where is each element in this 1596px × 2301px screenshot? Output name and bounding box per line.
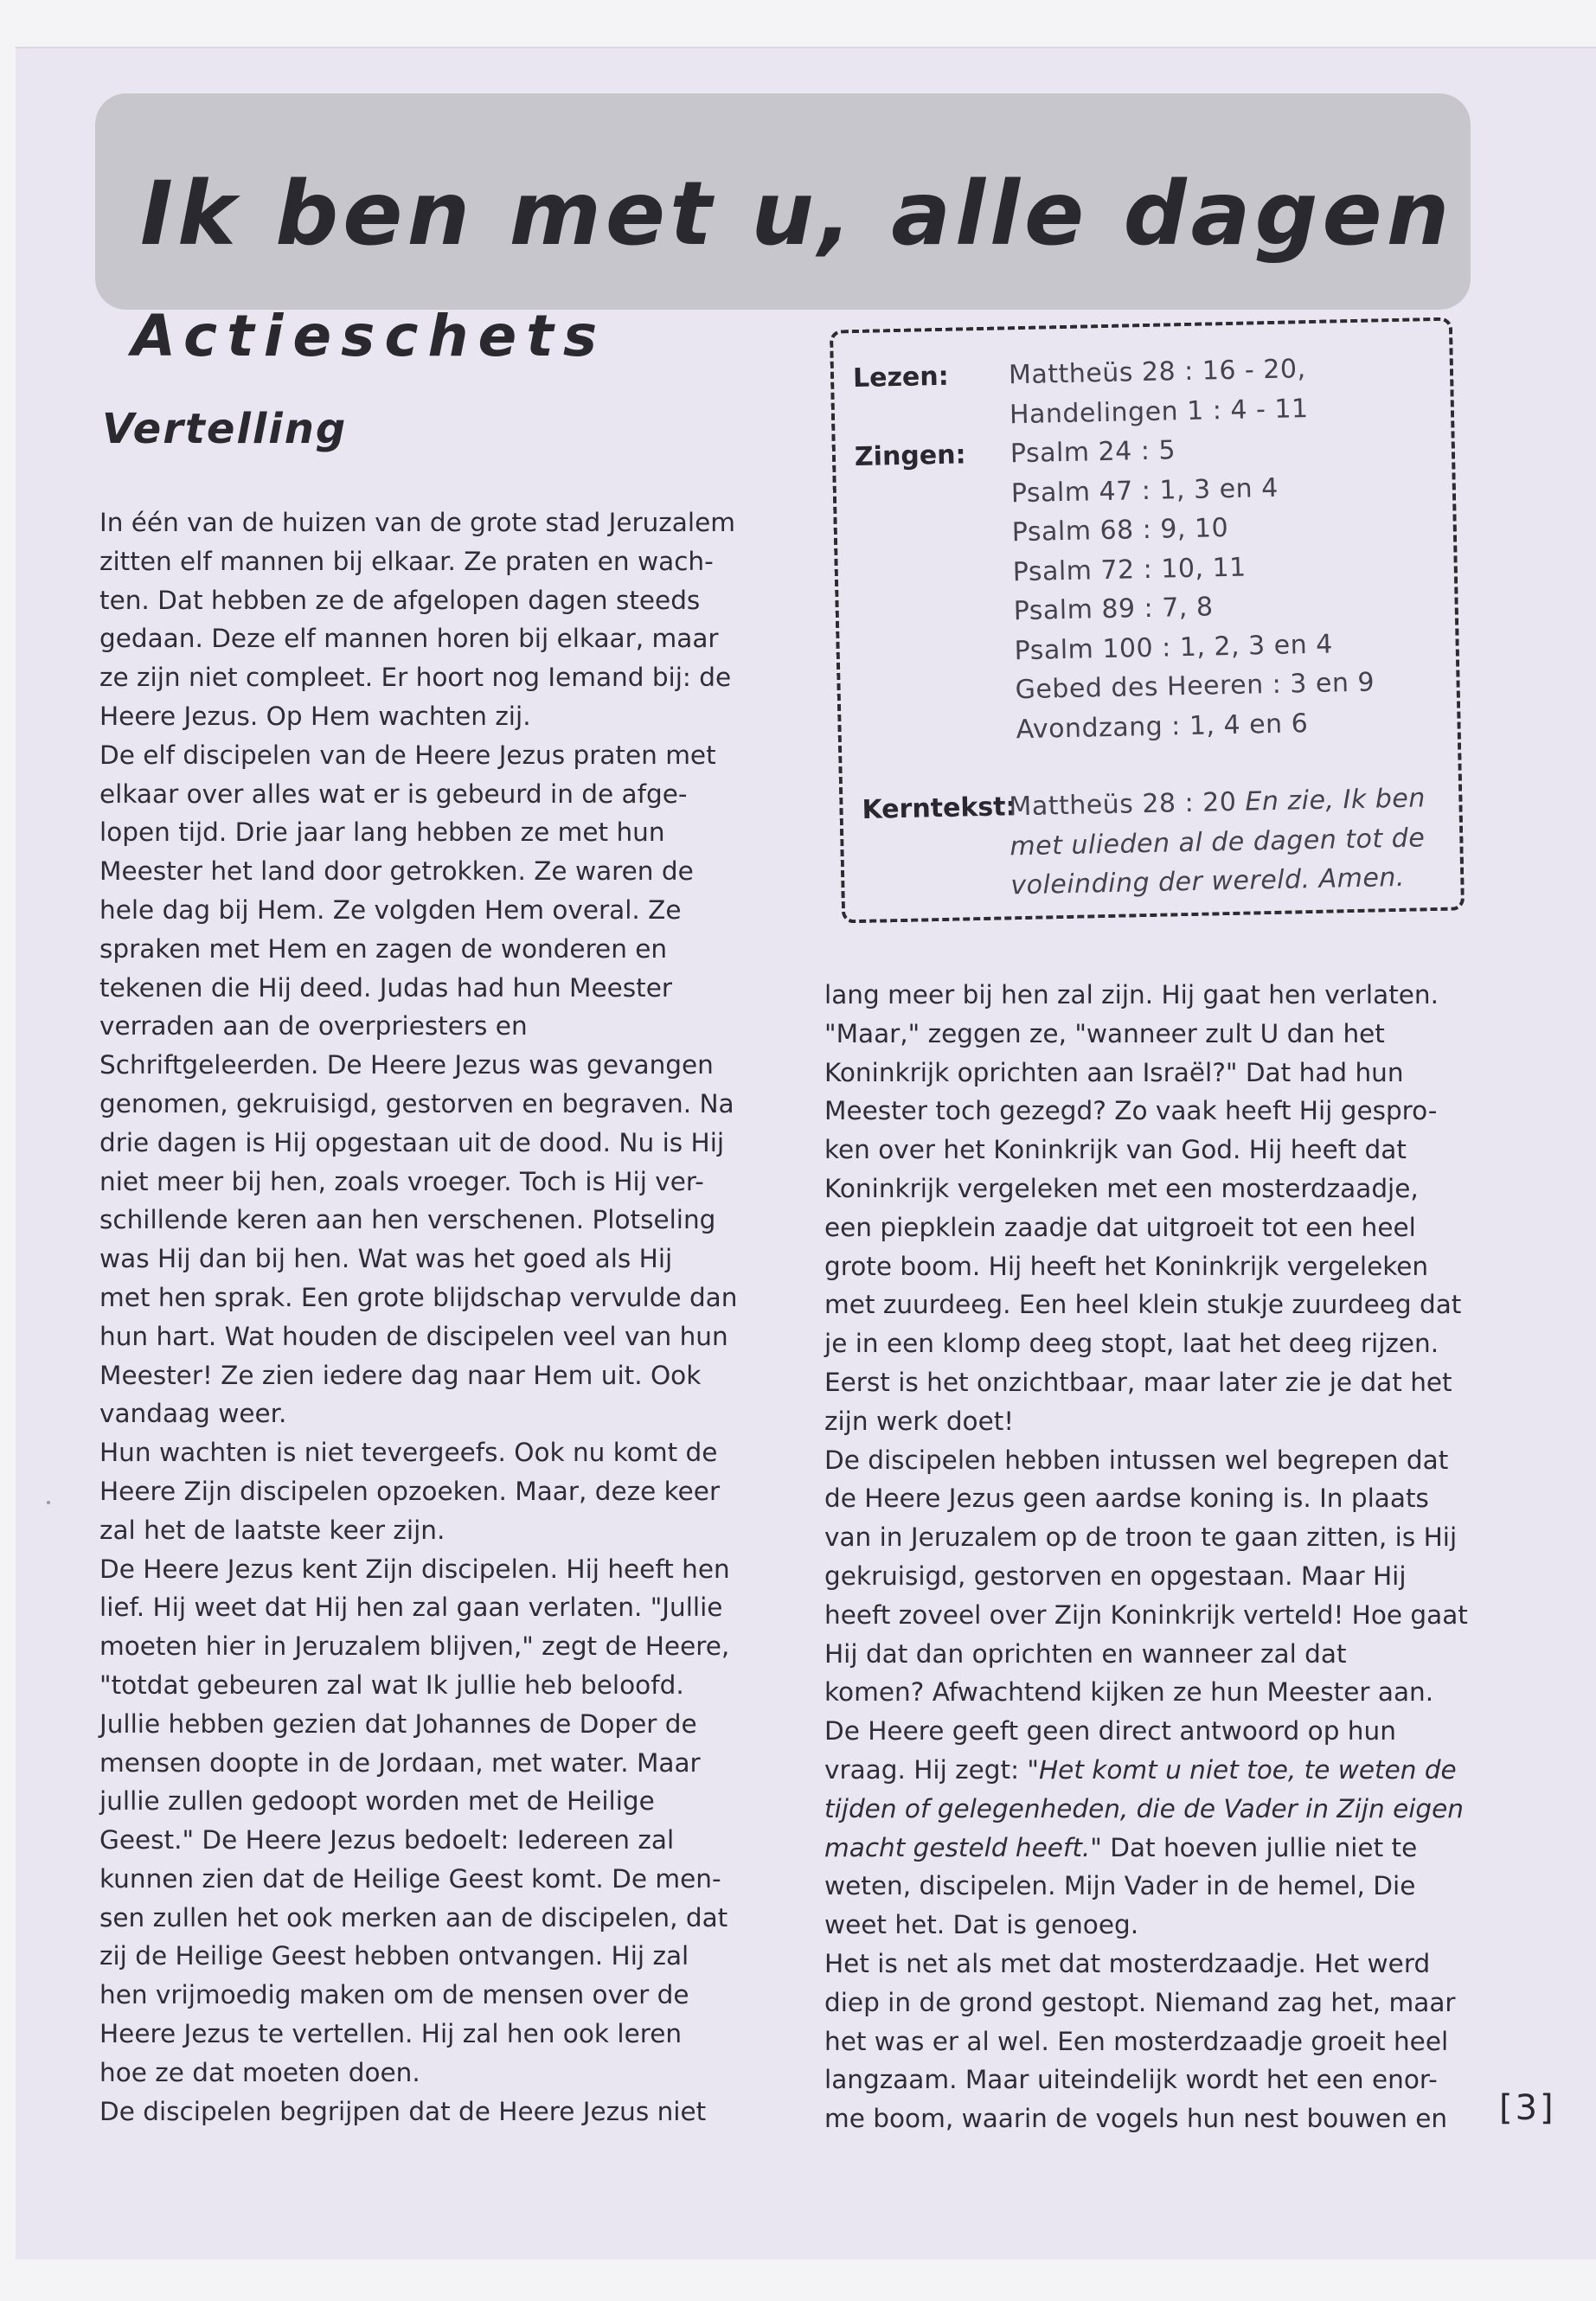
zingen-value: Psalm 47 : 1, 3 en 4 xyxy=(1010,472,1279,509)
text-line: Geest." De Heere Jezus bedoelt: Iedereen zal xyxy=(99,1825,675,1856)
text-line: een piepklein zaadje dat uitgroeit tot een heel xyxy=(824,1212,1416,1242)
text-line: elkaar over alles wat er is gebeurd in de afge- xyxy=(99,779,688,809)
text-line: De elf discipelen van de Heere Jezus praten met xyxy=(99,740,716,770)
text-line: Heere Zijn discipelen opzoeken. Maar, deze keer xyxy=(99,1476,721,1506)
text-line: drie dagen is Hij opgestaan uit de dood. Nu is Hij xyxy=(99,1127,725,1157)
text-run: Dat hoeven jullie niet te xyxy=(1101,1832,1418,1862)
text-line: Meester toch gezegd? Zo vaak heeft Hij gespro- xyxy=(824,1096,1438,1126)
text-line: Schriftgeleerden. De Heere Jezus was gevangen xyxy=(99,1050,714,1080)
kerntekst-text: En zie, Ik ben xyxy=(1245,783,1426,817)
text-line: spraken met Hem en zagen de wonderen en xyxy=(99,933,668,964)
text-line: kunnen zien dat de Heilige Geest komt. De men- xyxy=(99,1863,721,1894)
text-line: De Heere geeft geen direct antwoord op hun xyxy=(824,1716,1396,1747)
text-line: zij de Heilige Geest hebben ontvangen. Hij zal xyxy=(99,1941,689,1971)
text-line: gedaan. Deze elf mannen horen bij elkaar, maar xyxy=(99,624,719,654)
text-line: de Heere Jezus geen aardse koning is. In plaats xyxy=(824,1484,1429,1514)
text-line: zal het de laatste keer zijn. xyxy=(99,1515,445,1545)
lezen-label: Lezen: xyxy=(852,361,950,394)
text-line: lopen tijd. Drie jaar lang hebben ze met hun xyxy=(99,817,665,848)
zingen-values xyxy=(1010,427,1375,750)
paper-speck xyxy=(47,1501,50,1504)
lezen-value: Handelingen 1 : 4 - 11 xyxy=(1009,393,1309,430)
section-heading: Vertelling xyxy=(102,405,348,453)
text-line: De discipelen begrijpen dat de Heere Jezus niet xyxy=(99,2096,707,2126)
page-number: [3] xyxy=(1499,2088,1556,2128)
zingen-value: Psalm 72 : 10, 11 xyxy=(1012,552,1247,587)
text-line: met zuurdeeg. Een heel klein stukje zuurdeeg dat xyxy=(824,1290,1462,1320)
page-subtitle: Actieschets xyxy=(131,303,607,369)
lezen-values xyxy=(1009,349,1309,434)
text-line: Jullie hebben gezien dat Johannes de Doper de xyxy=(99,1708,697,1739)
text-line: ken over het Koninkrijk van God. Hij heeft dat xyxy=(824,1135,1407,1165)
right-text-block xyxy=(824,1867,1499,2138)
lezen-row xyxy=(853,347,1434,438)
zingen-value: Gebed des Heeren : 3 en 9 xyxy=(1015,667,1375,706)
text-line: zijn werk doet! xyxy=(824,1406,1015,1436)
quote-run: tijden of gelegenheden, die de Vader in Zijn eigen xyxy=(824,1793,1464,1823)
left-text-column xyxy=(99,503,774,2131)
zingen-value: Psalm 68 : 9, 10 xyxy=(1011,513,1229,548)
text-line xyxy=(824,1829,1499,1868)
right-text-column xyxy=(824,976,1499,2138)
text-line: moeten hier in Jeruzalem blijven," zegt de Heere, xyxy=(99,1631,730,1662)
text-line: weten, discipelen. Mijn Vader in de hemel, Die xyxy=(824,1871,1416,1901)
text-line: grote boom. Hij heeft het Koninkrijk vergeleken xyxy=(824,1251,1429,1281)
text-line: Heere Jezus te vertellen. Hij zal hen ook leren xyxy=(99,2019,683,2049)
text-line: Hun wachten is niet tevergeefs. Ook nu komt de xyxy=(99,1438,718,1468)
quote-run: macht gesteld heeft." xyxy=(824,1832,1102,1862)
text-line: was Hij dan bij hen. Wat was het goed als Hij xyxy=(99,1244,673,1274)
kerntekst-row xyxy=(862,779,1444,909)
reading-info-box xyxy=(830,317,1465,924)
kerntekst-text: voleinding der wereld. Amen. xyxy=(1010,862,1406,901)
zingen-value: Avondzang : 1, 4 en 6 xyxy=(1016,708,1309,745)
text-line: schillende keren aan hen verschenen. Plotseling xyxy=(99,1205,716,1235)
text-line: heeft zoveel over Zijn Koninkrijk verteld! Hoe gaat xyxy=(824,1599,1468,1630)
text-line: mensen doopte in de Jordaan, met water. Maar xyxy=(99,1747,701,1778)
text-line xyxy=(824,1751,1499,1790)
text-line: De Heere Jezus kent Zijn discipelen. Hij heeft hen xyxy=(99,1554,730,1584)
text-line: Hij dat dan oprichten en wanneer zal dat xyxy=(824,1638,1347,1669)
zingen-row xyxy=(855,426,1440,753)
right-text-block xyxy=(824,976,1499,1751)
kerntekst-label: Kerntekst: xyxy=(862,792,1016,825)
text-line: tekenen die Hij deed. Judas had hun Meester xyxy=(99,972,672,1003)
text-line: Meester het land door getrokken. Ze waren de xyxy=(99,856,694,887)
text-line: Het is net als met dat mosterdzaadje. Het werd xyxy=(824,1948,1431,1978)
text-line: hele dag bij Hem. Ze volgden Hem overal. Ze xyxy=(99,894,682,925)
text-line: vandaag weer. xyxy=(99,1399,287,1429)
text-line: met hen sprak. Een grote blijdschap vervulde dan xyxy=(99,1282,738,1312)
text-line: gekruisigd, gestorven en opgestaan. Maar Hij xyxy=(824,1561,1407,1591)
text-line: je in een klomp deeg stopt, laat het deeg rijzen. xyxy=(824,1329,1439,1359)
text-line: komen? Afwachtend kijken ze hun Meester aan. xyxy=(824,1677,1434,1708)
text-line: ten. Dat hebben ze de afgelopen dagen steeds xyxy=(99,585,701,615)
quote-run: "Het komt u niet toe, te weten de xyxy=(1027,1754,1457,1785)
kerntekst-line xyxy=(1010,857,1427,906)
text-line: zitten elf mannen bij elkaar. Ze praten en wach- xyxy=(99,546,714,576)
kerntekst-text: met ulieden al de dagen tot de xyxy=(1010,822,1426,862)
text-line: lief. Hij weet dat Hij hen zal gaan verlaten. "Jullie xyxy=(99,1593,723,1623)
text-line: genomen, gekruisigd, gestorven en begraven. Na xyxy=(99,1088,734,1118)
text-line: jullie zullen gedoopt worden met de Heilige xyxy=(99,1786,655,1817)
text-line: In één van de huizen van de grote stad Jeruzalem xyxy=(99,508,735,537)
text-line: De discipelen hebben intussen wel begrepen dat xyxy=(824,1445,1449,1475)
zingen-value: Psalm 89 : 7, 8 xyxy=(1013,592,1214,627)
kerntekst-values xyxy=(1009,779,1427,906)
text-line: Heere Jezus. Op Hem wachten zij. xyxy=(99,701,531,731)
zingen-value: Psalm 100 : 1, 2, 3 en 4 xyxy=(1014,629,1334,666)
text-line: Koninkrijk vergeleken met een mosterdzaadje, xyxy=(824,1173,1419,1203)
text-line: ze zijn niet compleet. Er hoort nog Iemand bij: de xyxy=(99,663,732,693)
text-line: hun hart. Wat houden de discipelen veel van hun xyxy=(99,1321,728,1351)
text-line: weet het. Dat is genoeg. xyxy=(824,1910,1139,1940)
text-line: van in Jeruzalem op de troon te gaan zitten, is Hij xyxy=(824,1522,1458,1553)
text-line: lang meer bij hen zal zijn. Hij gaat hen verlaten. xyxy=(824,980,1439,1009)
text-line: Meester! Ze zien iedere dag naar Hem uit. Ook xyxy=(99,1360,702,1390)
text-line: verraden aan de overpriesters en xyxy=(99,1011,528,1042)
text-line xyxy=(824,1790,1499,1829)
text-line: Koninkrijk oprichten aan Israël?" Dat had hun xyxy=(824,1057,1404,1087)
zingen-label: Zingen: xyxy=(854,439,966,473)
kerntekst-ref: Mattheüs 28 : 20 xyxy=(1009,786,1237,823)
text-line: Eerst is het onzichtbaar, maar later zie je dat het xyxy=(824,1367,1452,1397)
text-line: hoe ze dat moeten doen. xyxy=(99,2057,420,2087)
text-line: hen vrijmoedig maken om de mensen over de xyxy=(99,1980,689,2010)
text-line: "totdat gebeuren zal wat Ik jullie heb beloofd. xyxy=(99,1670,684,1700)
text-line: niet meer bij hen, zoals vroeger. Toch is Hij ver- xyxy=(99,1166,704,1196)
text-line: me boom, waarin de vogels hun nest bouwen en xyxy=(824,2104,1448,2134)
lezen-value: Mattheüs 28 : 16 - 20, xyxy=(1008,354,1306,391)
page-title: Ik ben met u, alle dagen xyxy=(140,163,1454,266)
text-line: sen zullen het ook merken aan de discipelen, dat xyxy=(99,1902,728,1932)
zingen-value: Psalm 24 : 5 xyxy=(1010,435,1176,470)
text-line: het was er al wel. Een mosterdzaadje groeit heel xyxy=(824,2026,1449,2056)
text-line: "Maar," zeggen ze, "wanneer zult U dan het xyxy=(824,1018,1385,1048)
text-line: diep in de grond gestopt. Niemand zag het, maar xyxy=(824,1987,1456,2017)
text-line: langzaam. Maar uiteindelijk wordt het een enor- xyxy=(824,2065,1438,2095)
text-run: vraag. Hij zegt: xyxy=(824,1754,1028,1785)
